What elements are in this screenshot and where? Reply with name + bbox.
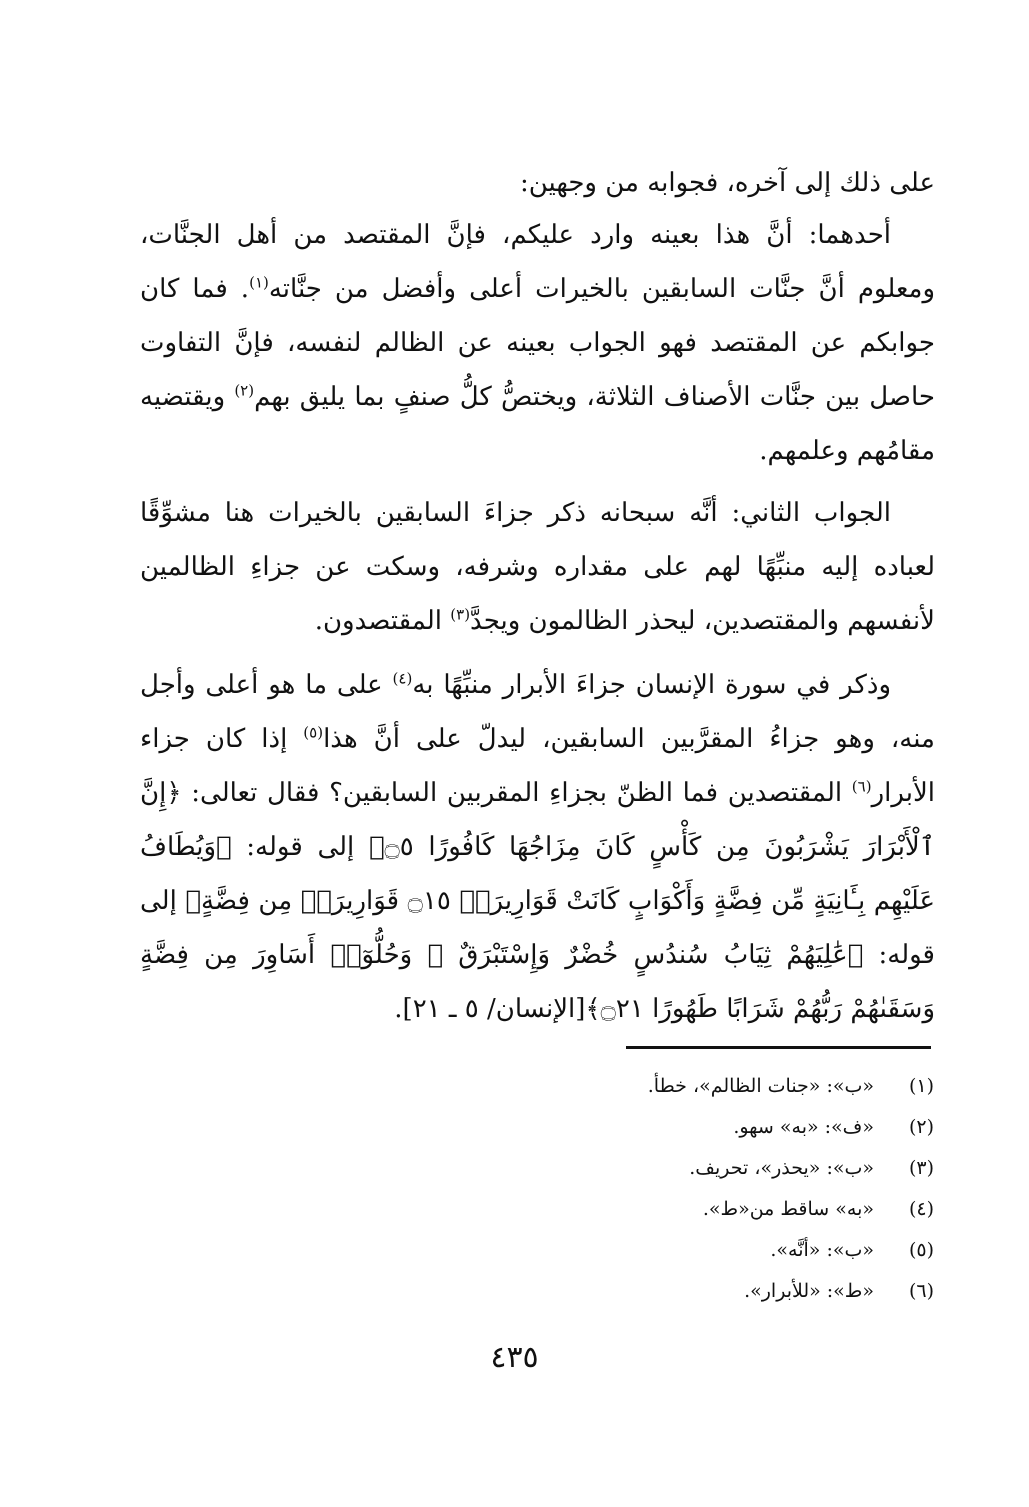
quran-verse: ﴿إِنَّ ٱلْأَبْرَارَ يَشْرَبُونَ مِن كَأْسٍ كَانَ مِزَاجُهَا كَافُورًا ۝٥﴾ xyxy=(140,778,935,862)
footnote-item xyxy=(434,1271,934,1312)
paragraph-segment: الجواب الثاني: أنَّه سبحانه ذكر جزاءَ السابقين بالخيرات هنا مشوِّقًا لعباده إليه منبِّهًا لهم على مقداره وشرفه، وسكت عن جزاءِ الظالمين لأنفسهم والمقتصدين، ليحذر الظالمون ويجدَّ xyxy=(140,498,935,636)
footnote-number: (٦) xyxy=(908,1280,934,1302)
footnote-item xyxy=(434,1189,934,1230)
footnote-number: (٤) xyxy=(908,1198,934,1220)
footnote-ref-3[interactable]: (٣) xyxy=(450,605,471,624)
paragraph-segment: على ما هو أعلى وأجل منه، وهو جزاءُ المقرَّبين السابقين، ليدلّ على أنَّ هذا xyxy=(140,670,935,754)
footnote-divider xyxy=(626,1046,931,1049)
footnote-text: «ف»: «به» سهو. xyxy=(733,1116,874,1138)
paragraph-segment: إذا كان جزاء الأبرار xyxy=(140,724,935,808)
footnote-item xyxy=(434,1066,934,1107)
footnote-number: (١) xyxy=(908,1075,934,1097)
paragraph-surat-al-insan xyxy=(140,658,935,1036)
footnote-ref-4[interactable]: (٤) xyxy=(392,669,413,688)
footnote-ref-6[interactable]: (٦) xyxy=(851,777,872,796)
footnote-ref-5[interactable]: (٥) xyxy=(303,723,324,742)
paragraph-segment: . فما كان جوابكم عن المقتصد فهو الجواب بعينه عن الظالم لنفسه، فإنَّ التفاوت حاصل بين جنَّات الأصناف الثلاثة، ويختصُّ كلُّ صنفٍ بما يليق بهم xyxy=(140,274,935,412)
footnote-number: (٣) xyxy=(908,1157,934,1179)
paragraph-text xyxy=(140,208,935,478)
footnote-item xyxy=(434,1148,934,1189)
paragraph-text xyxy=(140,658,935,1036)
intro-text: على ذلك إلى آخره، فجوابه من وجهين: xyxy=(519,168,935,198)
paragraph-segment: إلى قوله: xyxy=(140,886,935,970)
footnote-ref-2[interactable]: (٢) xyxy=(234,381,255,400)
footnote-text: «ب»: «جنات الظالم»، خطأ. xyxy=(647,1075,874,1097)
paragraph-segment: وذكر في سورة الإنسان جزاءَ الأبرار منبِّهًا به xyxy=(412,670,891,700)
page-number: ٤٣٥ xyxy=(490,1340,539,1375)
paragraph-second-answer xyxy=(140,486,935,648)
quran-verse: ﴿عَٰلِيَهُمْ ثِيَابُ سُندُسٍ خُضْرٌ وَإِسْتَبْرَقٌ ۖ وَحُلُّوٓا۟ أَسَاوِرَ مِن فِضَّةٍ وَسَقَىٰهُمْ رَبُّهُمْ شَرَابًا طَهُورًا ۝٢١﴾ xyxy=(140,940,935,1024)
paragraph-segment: المقتصدون. xyxy=(314,606,451,636)
paragraph-segment: المقتصدين فما الظنّ بجزاءِ المقربين السابقين؟ فقال تعالى: xyxy=(181,778,852,808)
footnote-text: «به» ساقط من«ط». xyxy=(702,1198,874,1220)
quran-verse: ﴿وَيُطَافُ عَلَيْهِم بِـَٔانِيَةٍ مِّن فِضَّةٍ وَأَكْوَابٍ كَانَتْ قَوَارِيرَا۠ ۝١٥ قَوَارِيرَا۟ مِن فِضَّةٍ﴾ xyxy=(140,832,935,916)
footnote-ref-1[interactable]: (١) xyxy=(249,273,269,292)
verse-citation: [الإنسان/ ٥ ـ ٢١]. xyxy=(394,994,586,1024)
paragraph-first-answer xyxy=(140,208,935,478)
paragraph-segment: إلى قوله: xyxy=(231,832,369,862)
footnote-item xyxy=(434,1230,934,1271)
paragraph-text xyxy=(140,486,935,648)
paragraph-segment: أحدهما: أنَّ هذا بعينه وارد عليكم، فإنَّ المقتصد من أهل الجنَّات، ومعلوم أنَّ جنَّات السابقين بالخيرات أعلى وأفضل من جنَّاته xyxy=(140,220,935,304)
footnote-item xyxy=(434,1107,934,1148)
footnote-text: «ب»: «يحذر»، تحريف. xyxy=(689,1157,874,1179)
footnote-text: «ط»: «للأبرار». xyxy=(744,1280,874,1302)
footnote-number: (٢) xyxy=(908,1116,934,1138)
paragraph-segment: ويقتضيه مقامُهم وعلمهم. xyxy=(140,382,935,466)
footnote-text: «ب»: «أنَّه». xyxy=(770,1239,874,1261)
footnotes-list xyxy=(434,1066,934,1312)
footnote-number: (٥) xyxy=(908,1239,934,1261)
